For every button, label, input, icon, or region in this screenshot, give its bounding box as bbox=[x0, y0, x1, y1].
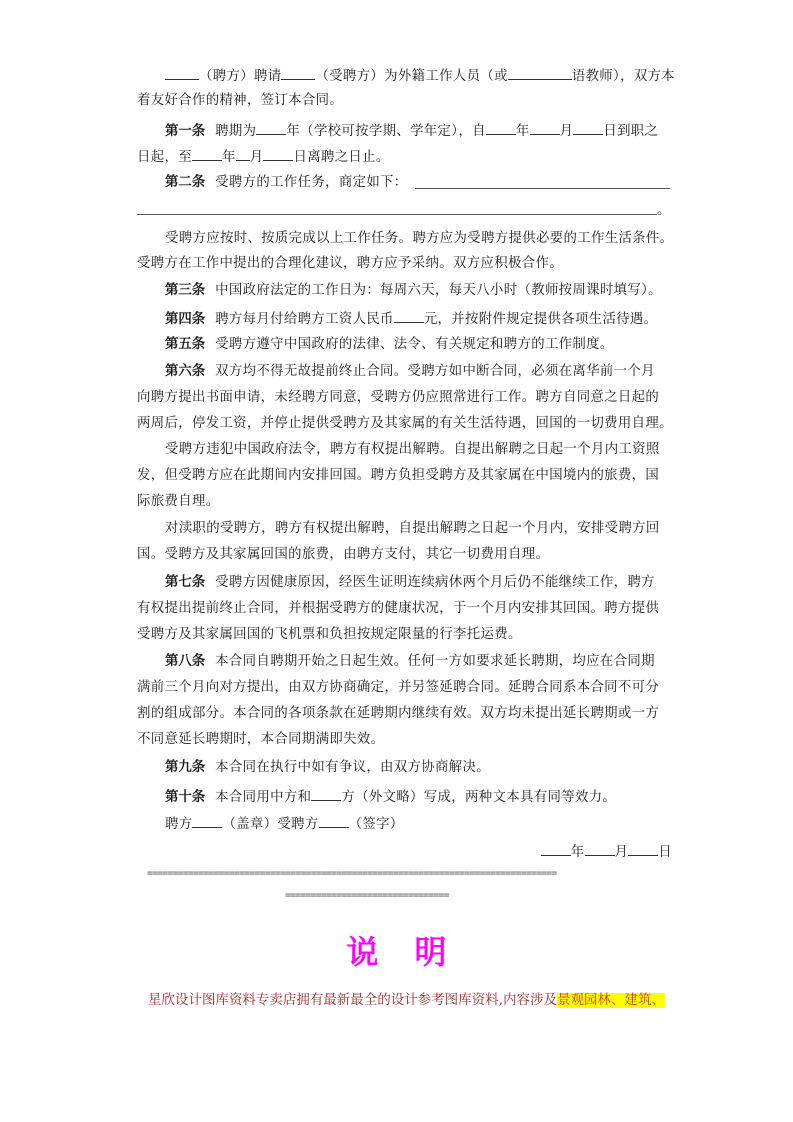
article-label: 第五条 bbox=[165, 337, 206, 352]
article-label: 第十条 bbox=[165, 790, 206, 805]
date-year-label: 年 bbox=[570, 845, 585, 860]
date-month-label: 月 bbox=[614, 845, 629, 860]
blank-field bbox=[573, 121, 603, 135]
article-text: 年 bbox=[515, 124, 530, 139]
blank-month bbox=[585, 842, 615, 856]
article-text: 月 bbox=[249, 150, 264, 165]
article-label: 第七条 bbox=[165, 575, 206, 590]
article-text: 受聘方遵守中国政府的法律、法令、有关规定和聘方的工作制度。 bbox=[215, 337, 614, 352]
intro-text: （聘方）聘请 bbox=[199, 69, 282, 84]
blank-field bbox=[263, 147, 293, 161]
article-9 bbox=[165, 759, 672, 777]
separator-line-1: ================================================================================ bbox=[147, 868, 557, 879]
notice-title bbox=[0, 927, 793, 973]
article-label: 第二条 bbox=[165, 175, 206, 190]
article-text: 方（外文略）写成，两种文本具有同等效力。 bbox=[341, 790, 617, 805]
article-text: 聘方每月付给聘方工资人民币 bbox=[215, 312, 394, 327]
article-7 bbox=[165, 574, 672, 592]
article-text: 元，并按附件规定提供各项生活待遇。 bbox=[423, 312, 658, 327]
intro-line-2: 着友好合作的精神，签订本合同。 bbox=[137, 93, 344, 108]
article-text: 月 bbox=[559, 124, 574, 139]
blank-language bbox=[311, 787, 341, 801]
intro-text: 语教师），双方本 bbox=[571, 69, 676, 84]
article-text: 本合同自聘期开始之日起生效。任何一方如要求延长聘期，均应在合同期 bbox=[215, 654, 655, 669]
intro-text: （受聘方）为外籍工作人员（或 bbox=[315, 69, 508, 84]
blank-duties-line-2 bbox=[137, 214, 657, 215]
blank-salary bbox=[394, 309, 424, 323]
blank-field bbox=[236, 147, 250, 161]
article-text: 年 bbox=[221, 150, 236, 165]
paragraph-duties-2: 受聘方在工作中提出的合理化建议，聘方应予采纳。双方应积极合作。 bbox=[137, 256, 563, 271]
separator-line-2: ================================ bbox=[285, 890, 449, 901]
blank-field bbox=[486, 121, 516, 135]
article-3 bbox=[165, 282, 672, 300]
article-10 bbox=[165, 787, 672, 807]
article-text: 本合同用中方和 bbox=[215, 790, 312, 805]
signature-text: （盖章）受聘方 bbox=[222, 817, 319, 832]
article-label: 第四条 bbox=[165, 312, 206, 327]
period-mark: 。 bbox=[657, 203, 671, 218]
notice-text-highlight: 景观园林、建筑、 bbox=[557, 993, 666, 1008]
article-label: 第三条 bbox=[165, 283, 206, 298]
signature-line bbox=[165, 814, 672, 834]
notice-text bbox=[148, 989, 665, 1008]
blank-employer-seal bbox=[192, 814, 222, 828]
article-label: 第九条 bbox=[165, 760, 206, 775]
article-text: 受聘方的工作任务，商定如下： bbox=[215, 175, 408, 190]
article-text: 日起，至 bbox=[137, 150, 192, 165]
blank-employer bbox=[165, 66, 199, 80]
article-7-line-3: 受聘方及其家属回国的飞机票和负担按规定限量的行李托运费。 bbox=[137, 627, 522, 642]
blank-employee-sign bbox=[319, 814, 349, 828]
blank-field bbox=[530, 121, 560, 135]
article-text: 受聘方因健康原因，经医生证明连续病休两个月后仍不能继续工作，聘方 bbox=[215, 575, 655, 590]
article-text: 日到职之 bbox=[603, 124, 659, 139]
blank-year bbox=[541, 842, 571, 856]
article-text: 年（学校可按学期、学年定），自 bbox=[286, 124, 486, 139]
signature-text: 聘方 bbox=[165, 817, 193, 832]
notice-title-char: 说 bbox=[346, 933, 379, 971]
blank-field bbox=[256, 121, 286, 135]
paragraph-6c-1: 对渎职的受聘方，聘方有权提出解聘，自提出解聘之日起一个月内，安排受聘方回 bbox=[165, 521, 660, 536]
article-6-line-2: 向聘方提出书面申请，未经聘方同意，受聘方仍应照常进行工作。聘方自同意之日起的 bbox=[137, 390, 660, 405]
article-1 bbox=[165, 121, 672, 141]
date-line bbox=[137, 842, 672, 862]
article-5 bbox=[165, 336, 672, 354]
article-text: 中国政府法定的工作日为：每周六天，每天八小时（教师按周课时填写）。 bbox=[215, 283, 662, 298]
article-text: 日离聘之日止。 bbox=[293, 150, 390, 165]
article-label: 第八条 bbox=[165, 654, 206, 669]
article-6 bbox=[165, 363, 672, 381]
article-text: 双方均不得无故提前终止合同。受聘方如中断合同，必须在离华前一个月 bbox=[215, 364, 655, 379]
paragraph-duties-1: 受聘方应按时、按质完成以上工作任务。聘方应为受聘方提供必要的工作生活条件。 bbox=[165, 231, 674, 246]
paragraph-6c-2: 国。受聘方及其家属回国的旅费，由聘方支付，其它一切费用自理。 bbox=[137, 547, 550, 562]
article-7-line-2: 有权提出提前终止合同，并根据受聘方的健康状况，于一个月内安排其回国。聘方提供 bbox=[137, 601, 660, 616]
notice-title-char: 明 bbox=[414, 933, 447, 971]
blank-language bbox=[508, 66, 572, 80]
signature-text: （签字） bbox=[348, 817, 404, 832]
date-day-label: 日 bbox=[658, 845, 672, 860]
article-text: 本合同在执行中如有争议，由双方协商解决。 bbox=[215, 760, 490, 775]
article-label: 第六条 bbox=[165, 364, 206, 379]
article-8 bbox=[165, 653, 672, 671]
article-8-line-3: 割的组成部分。本合同的各项条款在延聘期内继续有效。双方均未提出延长聘期或一方 bbox=[137, 706, 660, 721]
blank-employee bbox=[281, 66, 315, 80]
article-6-line-3: 两周后，停发工资，并停止提供受聘方及其家属的有关生活待遇，回国的一切费用自理。 bbox=[137, 416, 673, 431]
paragraph-6b-3: 际旅费自理。 bbox=[137, 494, 220, 509]
blank-day bbox=[628, 842, 658, 856]
paragraph-6b-2: 发，但受聘方应在此期间内安排回国。聘方负担受聘方及其家属在中国境内的旅费，国 bbox=[137, 468, 660, 483]
article-label: 第一条 bbox=[165, 124, 206, 139]
article-text: 聘期为 bbox=[215, 124, 257, 139]
blank-field bbox=[192, 147, 222, 161]
article-8-line-4: 不同意延长聘期时，本合同期满即失效。 bbox=[137, 732, 385, 747]
paragraph-6b-1: 受聘方违犯中国政府法令，聘方有权提出解聘。自提出解聘之日起一个月内工资照 bbox=[165, 442, 660, 457]
intro-line-1 bbox=[165, 66, 676, 86]
article-4 bbox=[165, 309, 672, 329]
blank-duties-line-1 bbox=[415, 188, 670, 189]
article-1-cont bbox=[137, 147, 672, 167]
article-8-line-2: 满前三个月向对方提出，由双方协商确定，并另签延聘合同。延聘合同系本合同不可分 bbox=[137, 680, 660, 695]
article-2 bbox=[165, 174, 672, 192]
notice-text-plain: 星欣设计图库资料专卖店拥有最新最全的设计参考图库资料,内容涉及 bbox=[148, 993, 558, 1008]
